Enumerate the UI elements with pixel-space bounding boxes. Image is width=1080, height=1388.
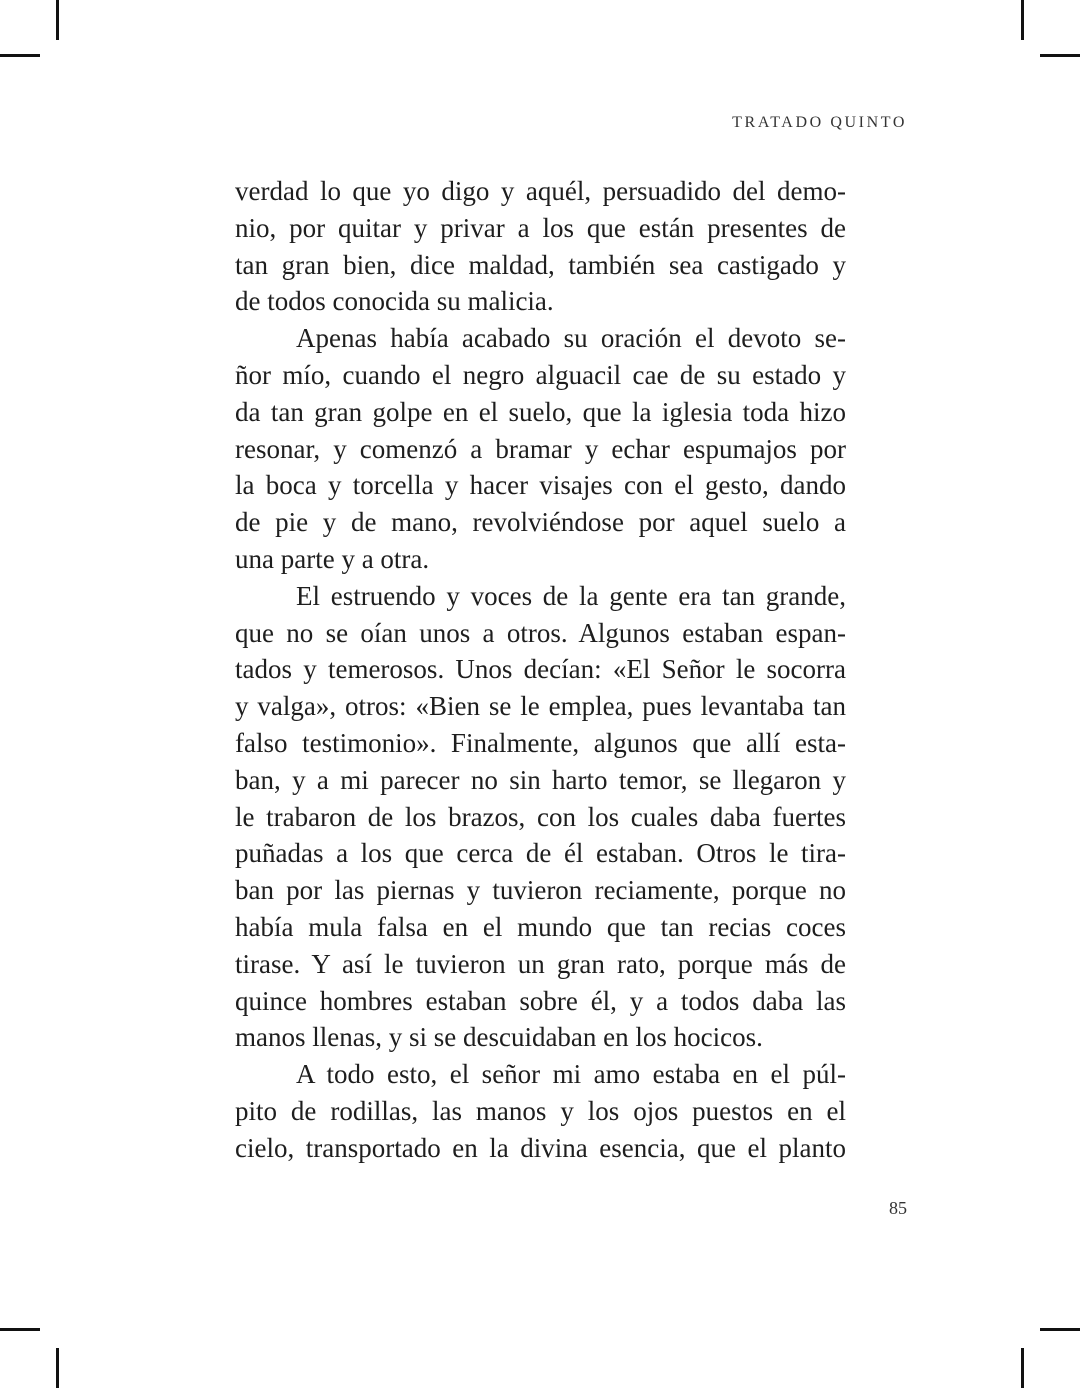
text-line: falso testimonio». Finalmente, algunos que allí esta- xyxy=(235,727,846,758)
running-head: TRATADO QUINTO xyxy=(732,114,907,131)
text-line: la boca y torcella y hacer visajes con el gesto, dando xyxy=(235,470,846,501)
crop-mark-bottom-left-horizontal xyxy=(0,1328,40,1331)
crop-mark-bottom-left-vertical xyxy=(56,1348,59,1388)
text-line: tan gran bien, dice maldad, también sea castigado y xyxy=(235,249,846,280)
paragraph-first-line: A todo esto, el señor mi amo estaba en el púl- xyxy=(296,1059,846,1090)
text-line: da tan gran golpe en el suelo, que la iglesia toda hizo xyxy=(235,396,846,427)
text-line: de todos conocida su malicia. xyxy=(235,286,554,317)
text-line: ñor mío, cuando el negro alguacil cae de su estado y xyxy=(235,359,846,390)
text-line: tados y temerosos. Unos decían: «El Señor le socorra xyxy=(235,654,846,685)
crop-mark-top-left-vertical xyxy=(56,0,59,40)
text-line: de pie y de mano, revolviéndose por aquel suelo a xyxy=(235,507,846,538)
text-line: ban, y a mi parecer no sin harto temor, se llegaron y xyxy=(235,764,846,795)
crop-mark-top-right-vertical xyxy=(1021,0,1024,40)
paragraph-first-line: Apenas había acabado su oración el devoto se- xyxy=(296,323,846,354)
text-line: una parte y a otra. xyxy=(235,543,430,574)
crop-mark-top-right-horizontal xyxy=(1040,54,1080,57)
crop-mark-bottom-right-vertical xyxy=(1021,1348,1024,1388)
paragraph-first-line: El estruendo y voces de la gente era tan grande, xyxy=(296,580,846,611)
text-line: que no se oían unos a otros. Algunos estaban espan- xyxy=(235,617,846,648)
body-text xyxy=(235,173,846,1167)
text-line: resonar, y comenzó a bramar y echar espumajos por xyxy=(235,433,846,464)
crop-mark-bottom-right-horizontal xyxy=(1040,1328,1080,1331)
text-line: cielo, transportado en la divina esencia, que el planto xyxy=(235,1132,846,1163)
text-line: le trabaron de los brazos, con los cuales daba fuertes xyxy=(235,801,846,832)
text-line: quince hombres estaban sobre él, y a todos daba las xyxy=(235,985,846,1016)
text-line: manos llenas, y si se descuidaban en los hocicos. xyxy=(235,1022,763,1053)
page-number: 85 xyxy=(889,1198,907,1218)
text-line: nio, por quitar y privar a los que están presentes de xyxy=(235,212,846,243)
text-line: tirase. Y así le tuvieron un gran rato, porque más de xyxy=(235,948,846,979)
crop-mark-top-left-horizontal xyxy=(0,54,40,57)
text-line: ban por las piernas y tuvieron reciamente, porque no xyxy=(235,875,846,906)
text-line: había mula falsa en el mundo que tan recias coces xyxy=(235,911,846,942)
text-line: y valga», otros: «Bien se le emplea, pues levantaba tan xyxy=(235,691,846,722)
text-line: pito de rodillas, las manos y los ojos puestos en el xyxy=(235,1095,846,1126)
text-line: puñadas a los que cerca de él estaban. Otros le tira- xyxy=(235,838,846,869)
text-line: verdad lo que yo digo y aquél, persuadido del demo- xyxy=(235,176,846,206)
